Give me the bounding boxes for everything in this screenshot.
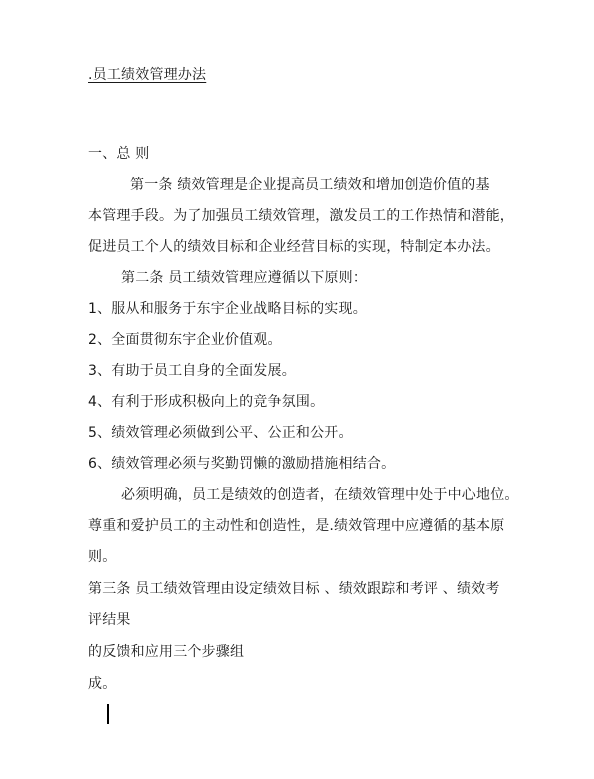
paragraph-line-1: 必须明确，员工是绩效的创造者，在绩效管理中处于中心地位。 (121, 487, 519, 503)
principle-item: 4、有利于形成积极向上的竞争氛围。 (88, 394, 325, 410)
article-2-line-1: 第二条 员工绩效管理应遵循以下原则： (121, 270, 368, 286)
paragraph-line-2: 尊重和爱护员工的主动性和创造性，是.绩效管理中应遵循的基本原 (88, 518, 505, 534)
paragraph-line-3: 则。 (88, 549, 117, 565)
article-3-line-4: 成。 (88, 676, 117, 692)
principle-item: 3、有助于员工自身的全面发展。 (88, 363, 296, 379)
article-1-line-3: 促进员工个人的绩效目标和企业经营目标的实现，特制定本办法。 (88, 239, 500, 255)
principle-item: 2、全面贯彻东宇企业价值观。 (88, 332, 282, 348)
article-1-line-2: 本管理手段。为了加强员工绩效管理，激发员工的工作热情和潜能， (88, 208, 514, 224)
article-3-line-1: 第三条 员工绩效管理由设定绩效目标 、绩效跟踪和考评 、绩效考 (88, 581, 500, 597)
document-title: .员工绩效管理办法 (88, 67, 207, 83)
article-3-line-2: 评结果 (88, 612, 131, 628)
principle-item: 5、绩效管理必须做到公平、公正和公开。 (88, 425, 353, 441)
section-heading: 一、总 则 (88, 146, 150, 162)
principle-item: 6、绩效管理必须与奖勤罚懒的激励措施相结合。 (88, 456, 396, 472)
article-3-line-3: 的反馈和应用三个步骤组 (88, 644, 245, 660)
article-1-line-1: 第一条 绩效管理是企业提高员工绩效和增加创造价值的基 (130, 177, 490, 193)
principle-item: 1、服从和服务于东宇企业战略目标的实现。 (88, 301, 367, 317)
text-cursor[interactable] (107, 704, 109, 724)
